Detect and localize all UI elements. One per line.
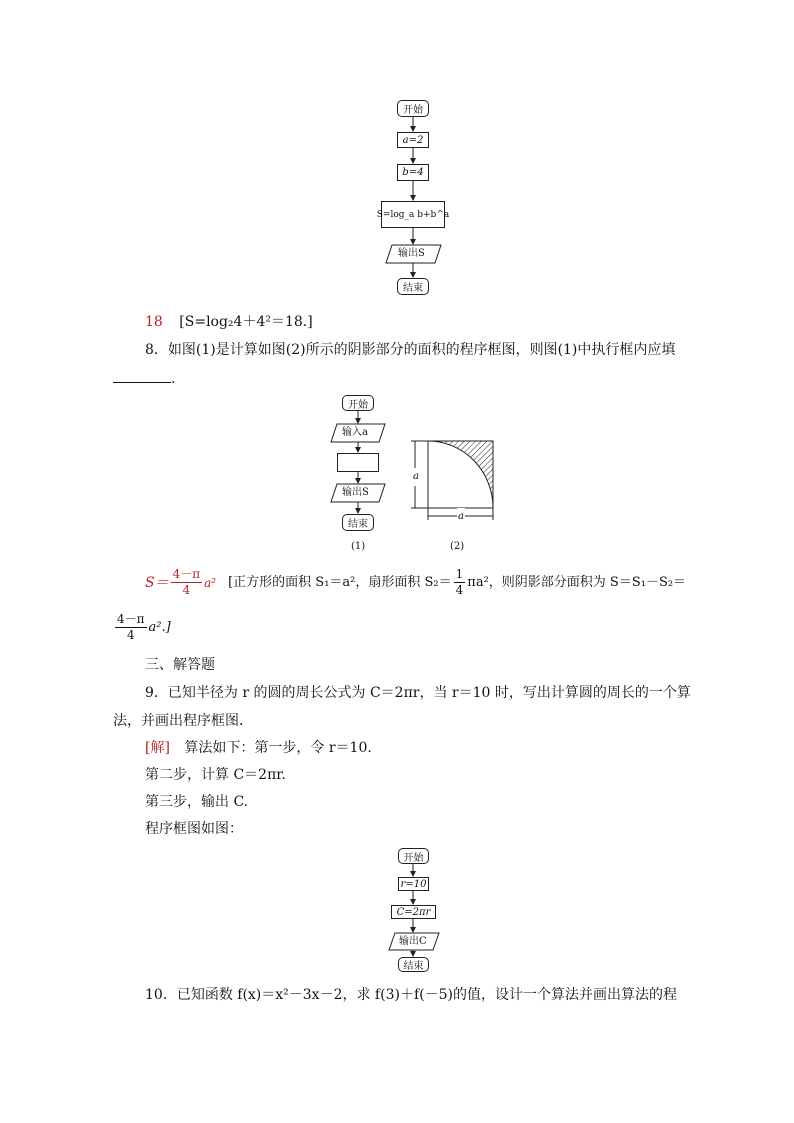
flow3-output-label: 输出C (399, 936, 427, 947)
q9-step3: 第三步，输出 C. (145, 794, 249, 810)
flow3-end-label: 结束 (403, 961, 424, 972)
figure2-side-left-label: a (413, 468, 419, 486)
flow3-r-assign (398, 877, 429, 891)
q8-answer-fraction (171, 567, 203, 598)
q9-text-line2: 法，并画出程序框图． (113, 713, 253, 729)
q7-answer-explanation: [S=log₂4＋4²＝18.] (179, 314, 313, 330)
flow3-start (398, 848, 429, 864)
q8-explain-frac-den: 4 (455, 583, 464, 597)
flow2-start-label: 开始 (348, 399, 368, 411)
q8-period: . (171, 371, 176, 387)
flow2-input-label: 输入a (342, 427, 368, 438)
q9-step2: 第二步，计算 C＝2πr. (145, 767, 286, 783)
flow1-formula-label: S=log_a b+b^a (376, 209, 450, 220)
q8-explain-part2: πa²，则阴影部分面积为 S＝S₁－S₂＝ (467, 574, 687, 590)
flow1-b-label: b=4 (402, 167, 424, 178)
q7-answer-value: 18 (145, 314, 163, 330)
q10-text-line1: 10．已知函数 f(x)＝x²－3x－2，求 f(3)＋f(－5)的值，设计一个算法并画出算法的程 (145, 987, 677, 1003)
flow3-c-assign (391, 905, 436, 919)
flow1-b-assign (397, 164, 429, 181)
q8-answer-line1 (145, 567, 686, 598)
flow1-a-assign (397, 132, 429, 148)
flow2-output-label: 输出S (342, 487, 369, 498)
q8-answer-frac-den: 4 (182, 583, 191, 597)
flow3-end (398, 957, 429, 972)
flow1-start-label: 开始 (403, 105, 423, 116)
flow2-process-box (337, 453, 379, 472)
q8-answer-line2 (113, 612, 171, 643)
q9-step1: 算法如下：第一步，令 r＝10. (184, 740, 372, 756)
q8-answer-frac-num: 4－π (172, 567, 201, 581)
flow2-start (342, 395, 374, 411)
flow3-start-label: 开始 (403, 852, 424, 864)
shaded-square-figure (411, 441, 493, 520)
figure1-caption: (1) (351, 541, 366, 552)
q9-step4: 程序框图如图： (145, 821, 243, 837)
flow1-start (397, 100, 429, 117)
q8-explain-fraction (454, 567, 466, 598)
figure2-caption: (2) (450, 541, 465, 552)
q8-line2-tail: a².] (148, 619, 171, 635)
q8-explain-frac-num: 1 (455, 567, 464, 581)
flow1-end (397, 278, 429, 295)
figure2-side-bottom-label: a (457, 508, 465, 526)
q8-answer-lhs: S＝ (145, 574, 169, 591)
q7-answer (145, 313, 313, 331)
flow3-r-label: r=10 (400, 878, 427, 890)
q9-solution-label: [解] (145, 740, 170, 756)
section-heading: 三、解答题 (145, 657, 215, 673)
q8-line2-frac-num: 4－π (117, 612, 145, 626)
q8-answer-blank (113, 368, 171, 383)
q8-text-line2 (113, 368, 175, 388)
q8-line2-fraction (115, 612, 147, 643)
q8-explain-part1: [正方形的面积 S₁＝a²，扇形面积 S₂＝ (228, 574, 452, 590)
flow2-end-label: 结束 (348, 519, 368, 530)
q8-answer-a2: a² (204, 575, 217, 590)
flow2-end (342, 514, 374, 531)
flow1-formula (376, 201, 450, 228)
q9-solution-1 (145, 739, 372, 757)
flow1-end-label: 结束 (403, 283, 423, 294)
q8-line2-frac-den: 4 (126, 628, 135, 642)
flow1-a-label: a=2 (402, 134, 424, 146)
flow3-c-label: C=2πr (396, 906, 431, 918)
flow1-output-label: 输出S (398, 248, 425, 259)
q9-text-line1: 9．已知半径为 r 的圆的周长公式为 C＝2πr，当 r＝10 时，写出计算圆的周长的一个算 (145, 685, 691, 701)
q8-text-line1: 8．如图(1)是计算如图(2)所示的阴影部分的面积的程序框图，则图(1)中执行框内应填 (145, 342, 676, 358)
